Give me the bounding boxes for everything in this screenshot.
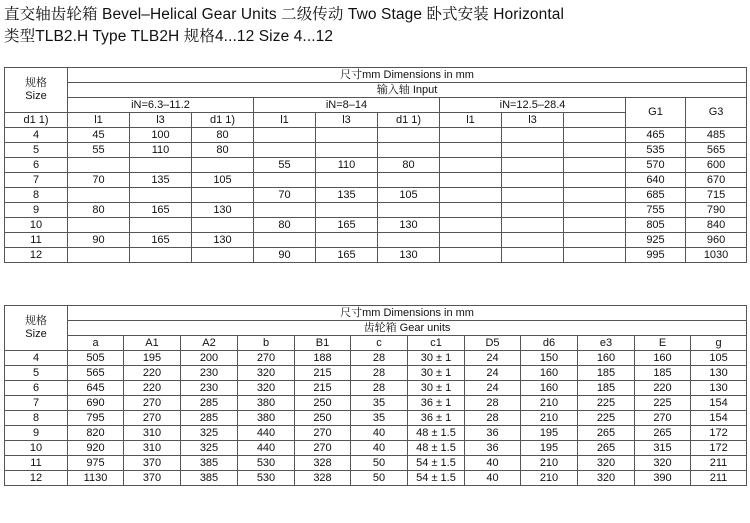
dimension-cell [440,218,502,233]
table-row [5,128,747,143]
input-shaft-header: 输入轴 Input [68,83,747,98]
size-cell: 10 [5,441,68,456]
size-cell: 4 [5,351,68,366]
dimension-cell: 285 [181,411,238,426]
dimension-cell: 250 [295,411,351,426]
dimension-cell: 54 ± 1.5 [408,471,465,486]
column-header: l3 [502,113,564,128]
dimension-cell: 250 [295,396,351,411]
dimension-cell [254,173,316,188]
dimension-cell: 28 [351,351,408,366]
size-label-en: Size [25,90,47,102]
dimension-cell: 105 [691,351,747,366]
table-row [5,173,747,188]
dimension-cell: 320 [578,456,635,471]
dimension-cell [440,143,502,158]
dimension-cell [564,128,626,143]
dimension-cell [440,203,502,218]
dimension-cell: 40 [465,456,521,471]
dimension-cell: 55 [68,143,130,158]
table-row [5,426,747,441]
dimension-cell: 225 [635,396,691,411]
dimension-cell: 210 [521,456,578,471]
table-row [5,366,747,381]
g3-cell: 565 [686,143,747,158]
dimension-cell: 40 [351,441,408,456]
dimension-cell: 28 [351,366,408,381]
dimension-cell: 270 [295,426,351,441]
dimension-cell [564,188,626,203]
size-cell: 11 [5,456,68,471]
dimension-cell: 135 [316,188,378,203]
dimension-cell: 154 [691,396,747,411]
dimension-cell: 320 [635,456,691,471]
dimension-cell: 385 [181,456,238,471]
dimension-cell [378,203,440,218]
size-header [5,306,68,351]
column-header: c [351,336,408,351]
dimension-cell [316,233,378,248]
dimension-cell: 130 [691,381,747,396]
dimension-cell: 370 [124,471,181,486]
dimension-cell: 820 [68,426,124,441]
dimension-cell: 48 ± 1.5 [408,441,465,456]
table-row [5,203,747,218]
dimension-cell: 30 ± 1 [408,366,465,381]
dimension-cell: 36 [465,426,521,441]
size-label-cn: 规格 [25,77,47,89]
table-row [5,188,747,203]
dimension-cell: 265 [578,441,635,456]
dimension-cell: 325 [181,441,238,456]
column-header: l1 [440,113,502,128]
table-row [5,351,747,366]
dimension-cell [502,173,564,188]
size-cell: 8 [5,188,68,203]
size-cell: 8 [5,411,68,426]
dimension-cell: 215 [295,381,351,396]
dimension-cell: 90 [254,248,316,263]
table-row [5,396,747,411]
dimension-cell: 24 [465,351,521,366]
dimension-cell: 211 [691,471,747,486]
document-title: 直交轴齿轮箱 Bevel–Helical Gear Units 二级传动 Two Stage 卧式安装 Horizontal [4,6,565,23]
gear-unit-dimensions-table [4,305,747,486]
size-cell: 5 [5,366,68,381]
column-header: a [68,336,124,351]
table-row [5,456,747,471]
column-header: b [238,336,295,351]
dimension-cell: 24 [465,381,521,396]
g3-cell: 600 [686,158,747,173]
g3-cell: 960 [686,233,747,248]
dimension-cell: 160 [578,351,635,366]
dimension-cell: 188 [295,351,351,366]
dimension-cell: 325 [181,426,238,441]
dimension-cell: 40 [351,426,408,441]
dimension-cell: 320 [238,381,295,396]
dimension-cell [254,128,316,143]
dimension-cell: 690 [68,396,124,411]
dimension-cell: 265 [578,426,635,441]
dimension-cell [316,203,378,218]
input-dimensions-table [4,67,747,263]
dimension-cell [564,248,626,263]
column-header: E [635,336,691,351]
dimension-cell: 100 [130,128,192,143]
dimension-cell: 35 [351,411,408,426]
dimension-cell: 130 [378,248,440,263]
dimension-cell: 195 [521,426,578,441]
dimension-cell: 565 [68,366,124,381]
dimension-cell: 265 [635,426,691,441]
dimension-cell [68,248,130,263]
dimension-cell: 220 [124,381,181,396]
table-row [5,411,747,426]
dimension-cell [316,143,378,158]
dimension-cell [502,158,564,173]
dimension-cell: 172 [691,441,747,456]
dimension-cell: 285 [181,396,238,411]
g1-cell: 640 [626,173,686,188]
dimension-cell [502,143,564,158]
g1-header: G1 [626,98,686,128]
dimension-cell: 270 [635,411,691,426]
dimension-cell [502,218,564,233]
dimension-cell: 220 [635,381,691,396]
dimension-cell: 28 [351,381,408,396]
dimension-cell: 36 ± 1 [408,411,465,426]
dimension-cell: 390 [635,471,691,486]
size-cell: 7 [5,173,68,188]
dimension-cell [130,218,192,233]
dimension-cell: 35 [351,396,408,411]
dimension-cell: 154 [691,411,747,426]
dimension-cell: 54 ± 1.5 [408,456,465,471]
column-header: d1 1) [378,113,440,128]
dimension-cell: 210 [521,471,578,486]
dimension-cell [440,188,502,203]
column-header: l3 [316,113,378,128]
dimension-cell [440,173,502,188]
dimension-cell: 975 [68,456,124,471]
dimension-cell [502,203,564,218]
dimension-cell [564,143,626,158]
dimension-cell: 30 ± 1 [408,381,465,396]
g3-header: G3 [686,98,747,128]
table-row [5,248,747,263]
dimension-cell: 920 [68,441,124,456]
dimension-cell: 230 [181,366,238,381]
dimension-cell: 110 [130,143,192,158]
column-header: e3 [578,336,635,351]
dimension-cell: 1130 [68,471,124,486]
dimension-cell: 320 [238,366,295,381]
table-row [5,158,747,173]
dimension-cell: 200 [181,351,238,366]
size-header [5,68,68,113]
dimension-cell: 160 [521,366,578,381]
dimension-cell [68,158,130,173]
dimension-cell: 90 [68,233,130,248]
dimension-cell: 24 [465,366,521,381]
dimension-cell: 36 ± 1 [408,396,465,411]
dimension-cell [130,188,192,203]
dimension-cell: 505 [68,351,124,366]
dimension-cell: 530 [238,456,295,471]
dimension-cell [378,233,440,248]
column-header: c1 [408,336,465,351]
dimension-cell: 50 [351,471,408,486]
g3-cell: 1030 [686,248,747,263]
column-header: l3 [130,113,192,128]
document-subtitle: 类型TLB2.H Type TLB2H 规格4...12 Size 4...12 [4,28,334,45]
g3-cell: 715 [686,188,747,203]
dimension-cell [254,233,316,248]
g3-cell: 790 [686,203,747,218]
dimension-cell [440,158,502,173]
dimension-cell [378,128,440,143]
dimension-cell: 28 [465,411,521,426]
dimension-cell: 440 [238,426,295,441]
dimension-cell: 225 [578,411,635,426]
g1-cell: 685 [626,188,686,203]
ratio-group-header: iN=6.3–11.2 [68,98,254,113]
table-row [5,471,747,486]
column-header: A1 [124,336,181,351]
dimension-cell [192,158,254,173]
dimension-cell: 172 [691,426,747,441]
dimension-cell [440,128,502,143]
dimension-cell [316,173,378,188]
dimension-cell: 130 [192,233,254,248]
size-cell: 6 [5,158,68,173]
dimension-cell: 135 [130,173,192,188]
size-cell: 9 [5,426,68,441]
size-label-cn: 规格 [25,315,47,327]
dimension-cell [130,158,192,173]
dimension-cell [564,173,626,188]
size-cell: 9 [5,203,68,218]
gear-units-header: 齿轮箱 Gear units [68,321,747,336]
dimension-cell: 130 [691,366,747,381]
column-header: B1 [295,336,351,351]
size-cell: 10 [5,218,68,233]
column-header: l1 [68,113,130,128]
dimension-cell: 45 [68,128,130,143]
dimension-cell: 270 [295,441,351,456]
size-cell: 12 [5,471,68,486]
dimension-cell [564,233,626,248]
dimension-cell: 211 [691,456,747,471]
dimension-cell [440,233,502,248]
dimension-cell: 215 [295,366,351,381]
dimension-cell [564,203,626,218]
dimension-cell: 80 [192,128,254,143]
dimension-cell [502,188,564,203]
dimension-cell: 328 [295,456,351,471]
dimension-cell: 55 [254,158,316,173]
dimension-cell: 160 [521,381,578,396]
dimension-cell: 380 [238,411,295,426]
dimension-cell [68,188,130,203]
dimension-cell: 80 [254,218,316,233]
dimension-cell [130,248,192,263]
table-row [5,218,747,233]
g1-cell: 925 [626,233,686,248]
dimension-cell: 380 [238,396,295,411]
dimension-cell: 270 [124,396,181,411]
dimension-cell: 230 [181,381,238,396]
size-cell: 6 [5,381,68,396]
dimension-cell: 30 ± 1 [408,351,465,366]
table-row [5,441,747,456]
dimension-cell: 165 [130,203,192,218]
dimension-cell [502,233,564,248]
dimension-cell: 105 [192,173,254,188]
dimension-cell [378,173,440,188]
g1-cell: 465 [626,128,686,143]
dimension-cell: 185 [578,366,635,381]
g1-cell: 805 [626,218,686,233]
dimension-cell: 50 [351,456,408,471]
dimension-cell: 70 [254,188,316,203]
dimension-cell: 28 [465,396,521,411]
dimension-cell: 70 [68,173,130,188]
dimension-cell: 795 [68,411,124,426]
dimension-cell: 328 [295,471,351,486]
dimension-cell: 110 [316,158,378,173]
dimensions-header: 尺寸mm Dimensions in mm [68,68,747,83]
dimension-cell [502,248,564,263]
dimension-cell: 185 [578,381,635,396]
g3-cell: 485 [686,128,747,143]
column-header: A2 [181,336,238,351]
dimensions-header: 尺寸mm Dimensions in mm [68,306,747,321]
dimension-cell: 185 [635,366,691,381]
size-cell: 4 [5,128,68,143]
dimension-cell [68,218,130,233]
dimension-cell [192,188,254,203]
table-row [5,143,747,158]
column-header: d1 1) [192,113,254,128]
dimension-cell: 370 [124,456,181,471]
g1-cell: 570 [626,158,686,173]
dimension-cell [378,143,440,158]
g3-cell: 670 [686,173,747,188]
dimension-cell: 270 [124,411,181,426]
dimension-cell [564,158,626,173]
column-header: D5 [465,336,521,351]
ratio-group-header: iN=12.5–28.4 [440,98,626,113]
dimension-cell: 80 [378,158,440,173]
dimension-cell: 130 [378,218,440,233]
dimension-cell: 210 [521,411,578,426]
table-row [5,381,747,396]
column-header: l1 [254,113,316,128]
dimension-cell [192,248,254,263]
dimension-cell: 210 [521,396,578,411]
dimension-cell: 165 [316,248,378,263]
dimension-cell: 130 [192,203,254,218]
dimension-cell: 160 [635,351,691,366]
dimension-cell: 165 [130,233,192,248]
table-row [5,233,747,248]
size-cell: 12 [5,248,68,263]
size-cell: 5 [5,143,68,158]
dimension-cell: 315 [635,441,691,456]
dimension-cell: 195 [124,351,181,366]
dimension-cell [192,218,254,233]
size-cell: 11 [5,233,68,248]
dimension-cell: 220 [124,366,181,381]
dimension-cell: 645 [68,381,124,396]
size-label-en: Size [25,328,47,340]
g1-cell: 755 [626,203,686,218]
g1-cell: 535 [626,143,686,158]
dimension-cell [254,203,316,218]
column-header: g [691,336,747,351]
dimension-cell [564,218,626,233]
dimension-cell: 195 [521,441,578,456]
column-header: d1 1) [5,113,68,128]
dimension-cell: 48 ± 1.5 [408,426,465,441]
dimension-cell: 385 [181,471,238,486]
dimension-cell: 530 [238,471,295,486]
size-cell: 7 [5,396,68,411]
column-header: d6 [521,336,578,351]
dimension-cell: 165 [316,218,378,233]
dimension-cell: 36 [465,441,521,456]
ratio-group-header: iN=8–14 [254,98,440,113]
dimension-cell: 440 [238,441,295,456]
dimension-cell: 150 [521,351,578,366]
g3-cell: 840 [686,218,747,233]
dimension-cell: 225 [578,396,635,411]
dimension-cell: 270 [238,351,295,366]
dimension-cell: 80 [192,143,254,158]
dimension-cell [502,128,564,143]
dimension-cell: 80 [68,203,130,218]
dimension-cell: 310 [124,426,181,441]
g1-cell: 995 [626,248,686,263]
dimension-cell: 105 [378,188,440,203]
dimension-cell [316,128,378,143]
dimension-cell: 320 [578,471,635,486]
dimension-cell [254,143,316,158]
dimension-cell: 310 [124,441,181,456]
dimension-cell [440,248,502,263]
dimension-cell: 40 [465,471,521,486]
